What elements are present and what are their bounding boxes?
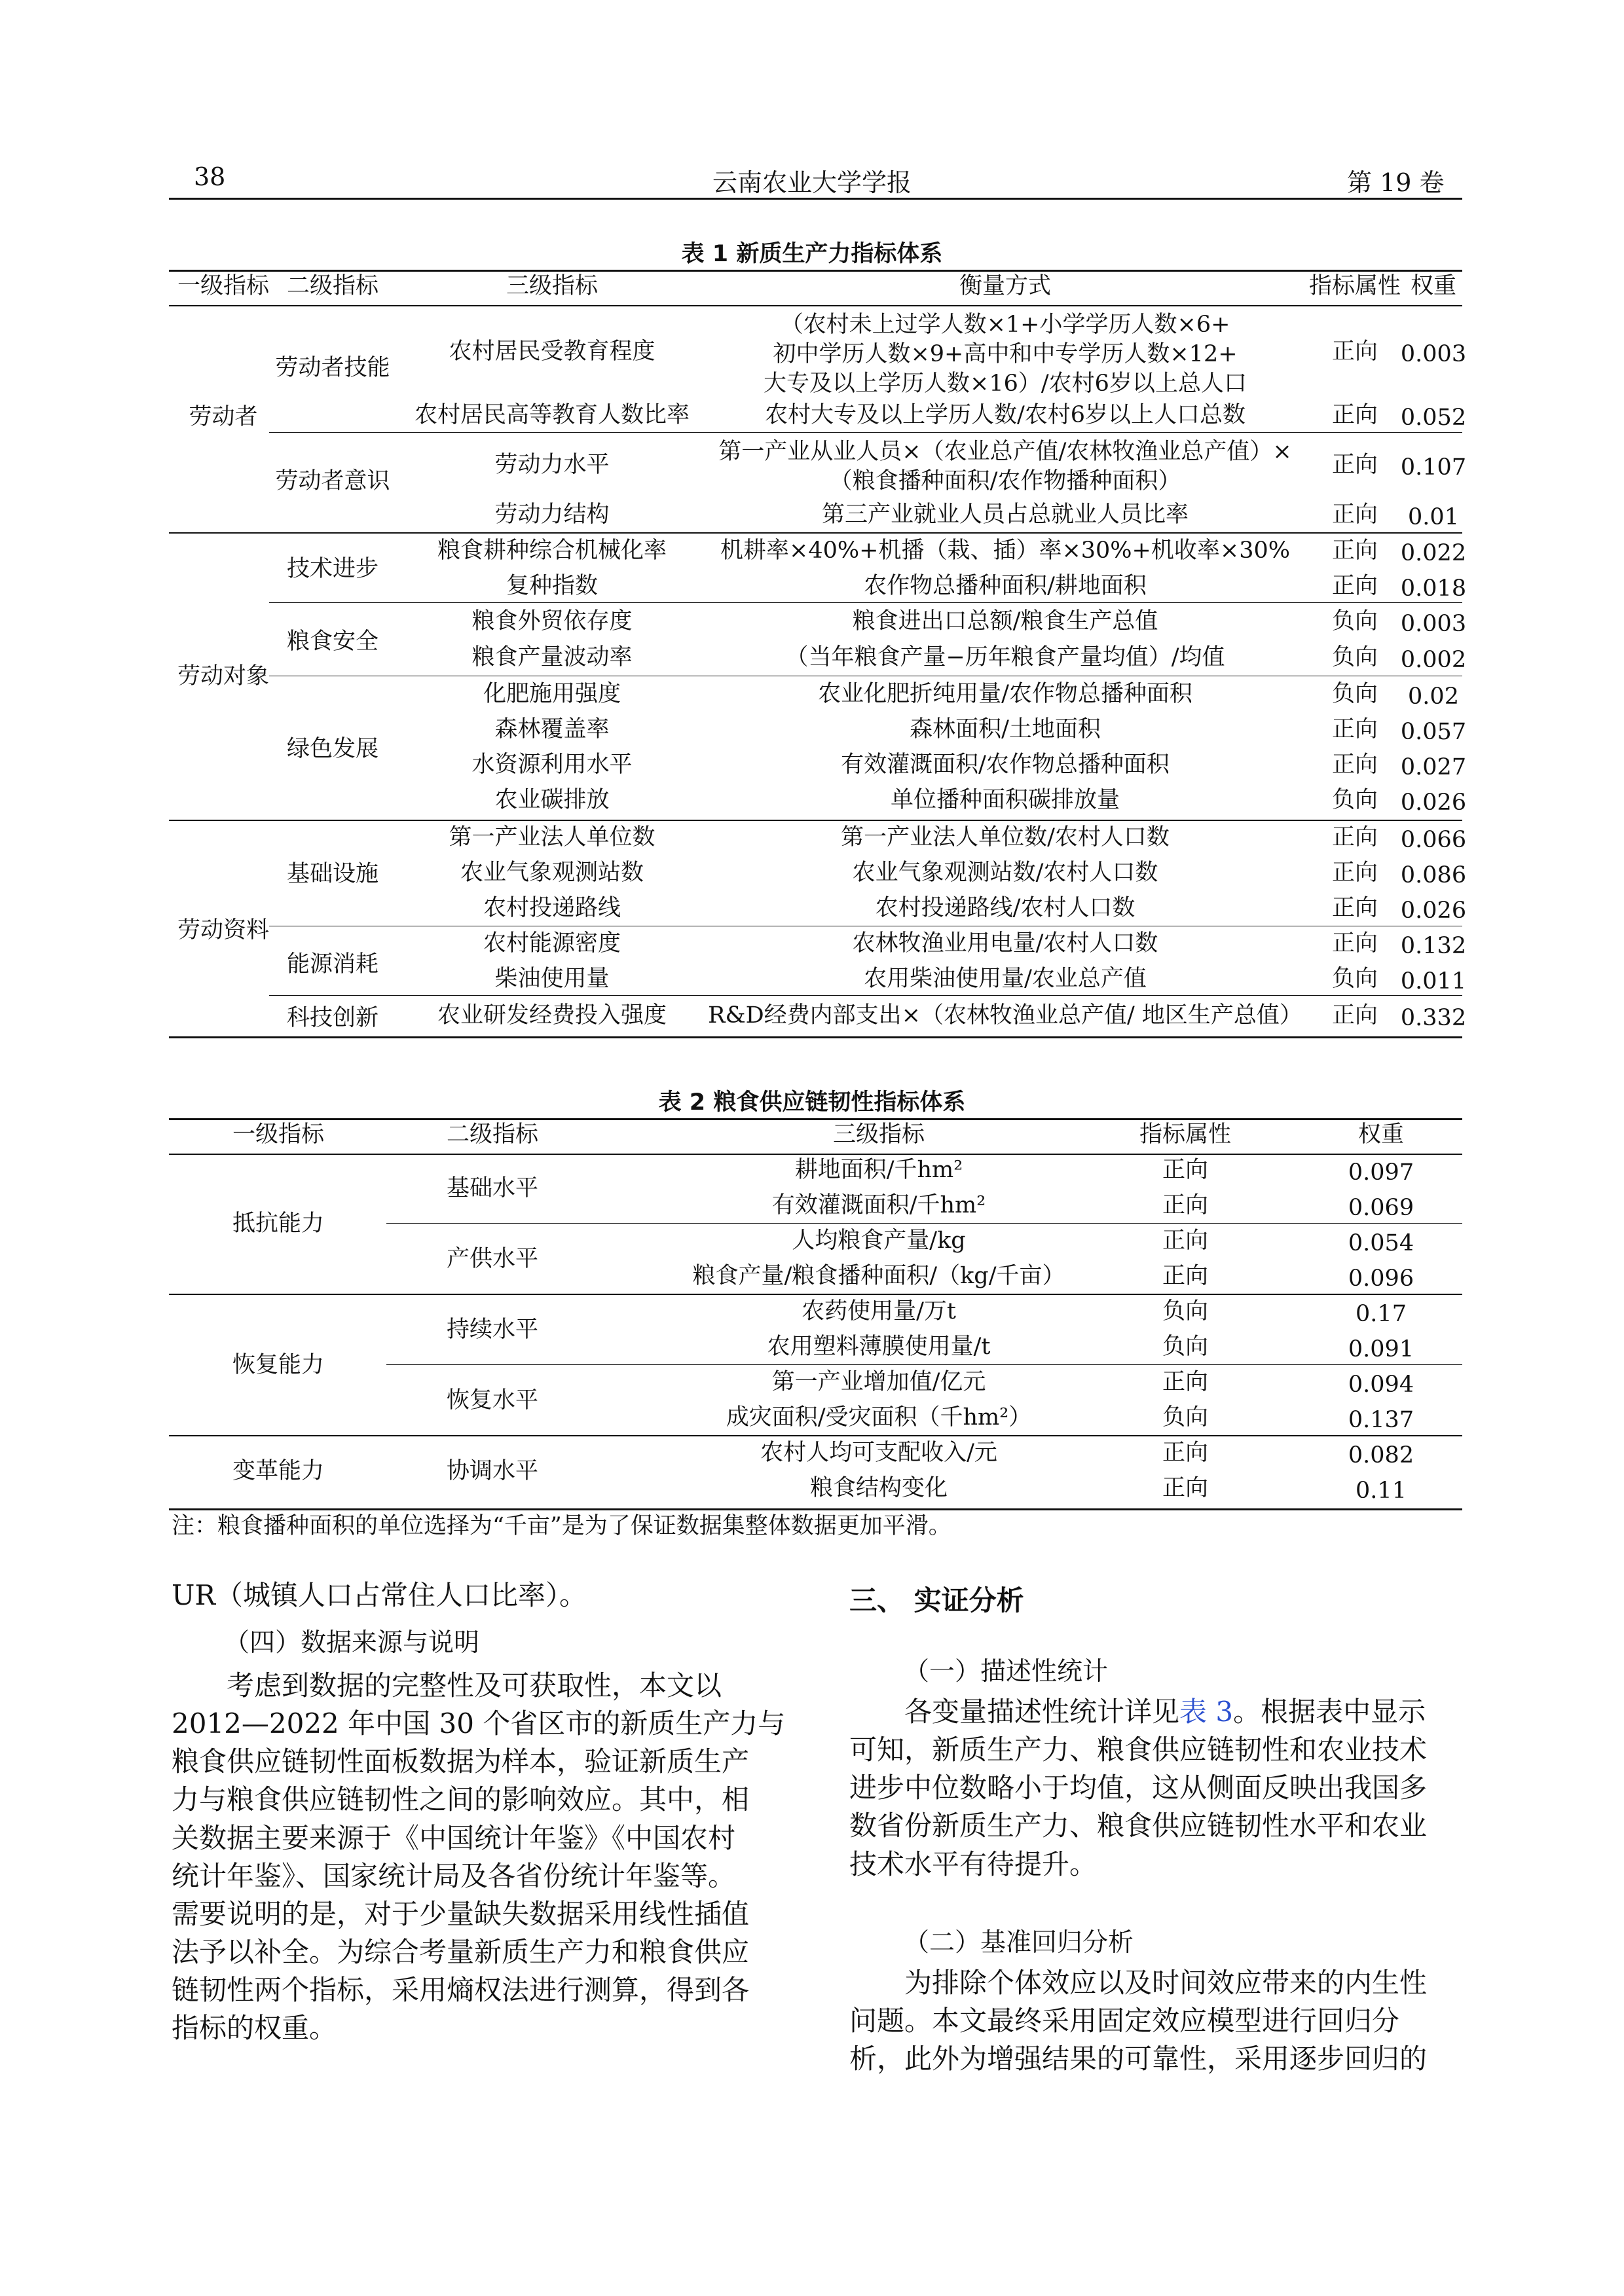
t2-level3-cell: 农药使用量/万t	[802, 1298, 956, 1324]
text-line: 考虑到数据的完整性及可获取性，本文以	[227, 1669, 722, 1702]
section-heading: 三、 实证分析	[849, 1584, 1024, 1616]
t1-level2-cell: 能源消耗	[286, 951, 379, 977]
t2-weight-cell: 0.094	[1348, 1372, 1414, 1398]
text-line: 法予以补全。为综合考量新质生产力和粮食供应	[172, 1936, 750, 1969]
text-line: 为排除个体效应以及时间效应带来的内生性	[904, 1967, 1428, 1999]
text-line: 指标的权重。	[172, 2012, 337, 2045]
t2-subgroup-rule	[386, 1364, 1462, 1365]
t1-weight-cell: 0.003	[1400, 611, 1467, 637]
t1-method-cell: 农业化肥折纯用量/农作物总播种面积	[818, 681, 1192, 707]
t1-method-line: 第一产业从业人员×（农业总产值/农林牧渔业总产值）×	[718, 439, 1292, 465]
text-line: 力与粮食供应链韧性之间的影响效应。其中，相	[172, 1783, 750, 1816]
t1-level1-cell: 劳动资料	[177, 917, 270, 943]
t2-level3-cell: 成灾面积/受灾面积（千hm²）	[726, 1404, 1032, 1430]
t2-level3-cell: 农用塑料薄膜使用量/t	[767, 1334, 991, 1360]
t2-level2-cell: 基础水平	[446, 1175, 539, 1201]
t1-method-cell: 机耕率×40%+机播（栽、插）率×30%+机收率×30%	[720, 538, 1291, 564]
t1-attr-cell: 正向	[1331, 824, 1378, 850]
t2-level3-cell: 有效灌溉面积/千hm²	[771, 1192, 986, 1218]
text-line: 问题。本文最终采用固定效应模型进行回归分	[849, 2005, 1400, 2037]
t1-weight-cell: 0.027	[1400, 754, 1467, 780]
journal-title: 云南农业大学学报	[712, 168, 912, 197]
t1-header-weight: 权重	[1410, 273, 1457, 299]
t1-weight-cell: 0.066	[1400, 827, 1467, 853]
page-number: 38	[194, 162, 226, 191]
t2-weight-cell: 0.054	[1348, 1230, 1414, 1256]
t1-weight-cell: 0.011	[1400, 968, 1467, 994]
t2-attr-cell: 负向	[1162, 1404, 1209, 1430]
t1-level3-cell: 劳动力结构	[494, 501, 610, 528]
t2-weight-cell: 0.069	[1348, 1195, 1414, 1221]
text-line: 进步中位数略小于均值，这从侧面反映出我国多	[849, 1772, 1428, 1804]
table1-bottom-rule	[169, 1036, 1462, 1038]
t1-weight-cell: 0.332	[1400, 1005, 1467, 1031]
t2-header-weight: 权重	[1357, 1121, 1405, 1148]
t2-weight-cell: 0.097	[1348, 1159, 1414, 1186]
t1-attr-cell: 负向	[1331, 966, 1378, 992]
t2-attr-cell: 正向	[1162, 1192, 1209, 1218]
t1-level3-cell: 复种指数	[506, 573, 599, 599]
text-line: 需要说明的是，对于少量缺失数据采用线性插值	[172, 1897, 750, 1930]
t1-method-cell: 农作物总播种面积/耕地面积	[864, 573, 1147, 599]
t1-level3-cell: 农业气象观测站数	[460, 860, 644, 886]
text-line: 2012—2022 年中国 30 个省区市的新质生产力与	[172, 1707, 786, 1740]
t1-weight-cell: 0.026	[1400, 898, 1467, 924]
t1-attr-cell: 正向	[1331, 895, 1378, 921]
t2-weight-cell: 0.096	[1348, 1266, 1414, 1292]
t2-level3-cell: 人均粮食产量/kg	[792, 1228, 966, 1254]
t1-level3-cell: 第一产业法人单位数	[449, 824, 655, 850]
text-line: 数省份新质生产力、粮食供应链韧性水平和农业	[849, 1810, 1428, 1842]
text-span: 各变量描述性统计详见	[904, 1696, 1180, 1728]
t2-level3-cell: 粮食产量/粮食播种面积/（kg/千亩）	[692, 1263, 1065, 1289]
t2-attr-cell: 正向	[1162, 1157, 1209, 1183]
t1-method-cell: 第一产业法人单位数/农村人口数	[841, 824, 1170, 850]
right-paragraph-1	[849, 1693, 1478, 1884]
t1-attr-cell: 正向	[1331, 402, 1378, 428]
t1-weight-cell: 0.003	[1400, 341, 1467, 367]
t2-level1-cell: 变革能力	[232, 1458, 325, 1484]
t1-attr-cell: 正向	[1331, 338, 1378, 365]
t2-level3-cell: 粮食结构变化	[809, 1475, 948, 1501]
t1-attr-cell: 负向	[1331, 681, 1378, 707]
t1-weight-cell: 0.022	[1400, 540, 1467, 566]
header-rule	[169, 198, 1462, 200]
t2-subgroup-rule	[386, 1223, 1462, 1224]
t2-header-level1: 一级指标	[232, 1121, 325, 1148]
text-line: 链韧性两个指标，采用熵权法进行测算，得到各	[172, 1974, 750, 2007]
t2-header-level2: 二级指标	[446, 1121, 539, 1148]
t1-attr-cell: 负向	[1331, 608, 1378, 634]
t1-header-level3: 三级指标	[506, 273, 599, 299]
t2-level3-cell: 耕地面积/千hm²	[794, 1157, 963, 1183]
t1-level1-cell: 劳动对象	[177, 663, 270, 689]
table2-bottom-rule	[169, 1508, 1462, 1510]
t1-method-cell: （当年粮食产量−历年粮食产量均值）/均值	[785, 644, 1225, 670]
t1-weight-cell: 0.002	[1400, 647, 1467, 673]
t2-level2-cell: 产供水平	[446, 1246, 539, 1272]
t1-level3-cell: 农业碳排放	[494, 787, 610, 813]
t2-attr-cell: 正向	[1162, 1475, 1209, 1501]
t2-level1-cell: 恢复能力	[232, 1352, 325, 1378]
t2-attr-cell: 负向	[1162, 1334, 1209, 1360]
t1-subgroup-rule	[269, 432, 1462, 433]
t2-weight-cell: 0.17	[1356, 1301, 1407, 1327]
t1-method-line: （粮食播种面积/农作物播种面积）	[829, 467, 1181, 494]
t1-attr-cell: 正向	[1331, 860, 1378, 886]
t1-level3-cell: 粮食产量波动率	[471, 644, 633, 670]
t1-method-cell: 单位播种面积碳排放量	[890, 787, 1120, 813]
t1-level2-cell: 基础设施	[286, 861, 379, 887]
t1-level2-cell: 绿色发展	[286, 736, 379, 762]
t1-attr-cell: 负向	[1331, 787, 1378, 813]
t1-level3-cell: 森林覆盖率	[494, 716, 610, 742]
t1-level3-cell: 农村居民受教育程度	[449, 338, 655, 365]
t1-level3-cell: 水资源利用水平	[471, 752, 633, 778]
right-paragraph-2	[849, 1964, 1478, 2078]
t1-level2-cell: 劳动者技能	[275, 355, 390, 381]
left-first-line: UR（城镇人口占常住人口比率）。	[172, 1579, 587, 1611]
t2-group-rule	[169, 1435, 1462, 1436]
t1-method-cell: R&D经费内部支出×（农林牧渔业总产值/ 地区生产总值）	[708, 1002, 1302, 1029]
t2-header-level3: 三级指标	[832, 1121, 925, 1148]
t2-weight-cell: 0.11	[1356, 1478, 1407, 1504]
t1-subgroup-rule	[269, 602, 1462, 603]
left-paragraph	[172, 1667, 800, 2048]
t1-level3-cell: 化肥施用强度	[483, 681, 621, 707]
t1-level1-cell: 劳动者	[189, 404, 258, 430]
t2-attr-cell: 正向	[1162, 1369, 1209, 1395]
t1-method-cell: 农林牧渔业用电量/农村人口数	[852, 930, 1158, 957]
t1-method-cell: 第三产业就业人员占总就业人员比率	[821, 501, 1189, 528]
text-line: 关数据主要来源于《中国统计年鉴》《中国农村	[172, 1821, 736, 1854]
t1-attr-cell: 正向	[1331, 716, 1378, 742]
t2-level3-cell: 第一产业增加值/亿元	[771, 1369, 986, 1395]
t1-weight-cell: 0.052	[1400, 405, 1467, 431]
t1-level3-cell: 劳动力水平	[494, 452, 610, 478]
t1-method-cell: 森林面积/土地面积	[910, 716, 1101, 742]
t2-level2-cell: 持续水平	[446, 1317, 539, 1343]
text-line	[849, 1693, 1478, 1731]
t2-weight-cell: 0.082	[1348, 1442, 1414, 1468]
t2-attr-cell: 正向	[1162, 1263, 1209, 1289]
t1-level3-cell: 柴油使用量	[494, 966, 610, 992]
t1-attr-cell: 负向	[1331, 644, 1378, 670]
t1-method-line: 大专及以上学历人数×16）/农村6岁以上总人口	[764, 370, 1247, 397]
t2-level1-cell: 抵抗能力	[232, 1211, 325, 1237]
t2-header-attr: 指标属性	[1139, 1121, 1232, 1148]
t1-method-cell: 有效灌溉面积/农作物总播种面积	[841, 752, 1170, 778]
t1-weight-cell: 0.026	[1400, 790, 1467, 816]
subheading-descriptive: （一）描述性统计	[904, 1657, 1109, 1686]
t2-group-rule	[169, 1294, 1462, 1295]
table2-note: 注：粮食播种面积的单位选择为“千亩”是为了保证数据集整体数据更加平滑。	[172, 1513, 951, 1539]
t1-subgroup-rule	[269, 995, 1462, 996]
t2-attr-cell: 负向	[1162, 1298, 1209, 1324]
t1-weight-cell: 0.02	[1408, 683, 1459, 710]
table1-caption: 表 1 新质生产力指标体系	[681, 241, 943, 267]
t1-weight-cell: 0.107	[1400, 454, 1467, 481]
t1-method-line: 初中学历人数×9+高中和中专学历人数×12+	[773, 340, 1238, 367]
t1-weight-cell: 0.086	[1400, 862, 1467, 888]
table3-link[interactable]: 表 3	[1179, 1696, 1234, 1728]
t1-attr-cell: 正向	[1331, 1002, 1378, 1029]
t1-attr-cell: 正向	[1331, 573, 1378, 599]
t1-level2-cell: 技术进步	[286, 556, 379, 582]
t2-weight-cell: 0.137	[1348, 1407, 1414, 1433]
t1-header-level1: 一级指标	[177, 273, 270, 299]
t1-weight-cell: 0.132	[1400, 933, 1467, 959]
t1-header-attr: 指标属性	[1308, 273, 1401, 299]
t2-weight-cell: 0.091	[1348, 1336, 1414, 1362]
t1-attr-cell: 正向	[1331, 452, 1378, 478]
t1-method-cell	[718, 437, 1291, 496]
text-line: 析，此外为增强结果的可靠性，采用逐步回归的	[849, 2043, 1428, 2075]
left-subheading: （四）数据来源与说明	[224, 1628, 480, 1658]
t2-level2-cell: 协调水平	[446, 1458, 539, 1484]
subheading-regression: （二）基准回归分析	[904, 1928, 1134, 1958]
t1-method-cell: 农村投递路线/农村人口数	[875, 895, 1135, 921]
table2-caption: 表 2 粮食供应链韧性指标体系	[658, 1089, 966, 1116]
t1-level3-cell: 粮食耕种综合机械化率	[437, 538, 667, 564]
t1-method-cell: 农业气象观测站数/农村人口数	[852, 860, 1158, 886]
text-line: 技术水平有待提升。	[849, 1848, 1098, 1880]
table2-header-rule	[169, 1154, 1462, 1155]
text-line: 统计年鉴》、国家统计局及各省份统计年鉴等。	[172, 1859, 736, 1892]
text-line: 粮食供应链韧性面板数据为样本，验证新质生产	[172, 1745, 750, 1778]
t2-attr-cell: 正向	[1162, 1440, 1209, 1466]
t1-attr-cell: 正向	[1331, 501, 1378, 528]
table1-header-rule	[169, 305, 1462, 306]
t1-level2-cell: 劳动者意识	[275, 468, 390, 494]
t1-attr-cell: 正向	[1331, 752, 1378, 778]
t2-level3-cell: 农村人均可支配收入/元	[760, 1440, 997, 1466]
t1-level2-cell: 科技创新	[286, 1005, 379, 1031]
t1-level3-cell: 粮食外贸依存度	[471, 608, 633, 634]
t1-level3-cell: 农村居民高等教育人数比率	[414, 402, 690, 428]
t1-weight-cell: 0.01	[1408, 504, 1459, 530]
t1-weight-cell: 0.018	[1400, 575, 1467, 602]
t1-level3-cell: 农业研发经费投入强度	[437, 1002, 667, 1029]
t1-method-cell	[764, 310, 1247, 398]
t1-method-cell: 农用柴油使用量/农业总产值	[864, 966, 1147, 992]
table1-top-rule	[169, 270, 1462, 272]
t1-method-cell: 粮食进出口总额/粮食生产总值	[852, 608, 1158, 634]
t1-header-method: 衡量方式	[959, 273, 1052, 299]
t1-attr-cell: 正向	[1331, 930, 1378, 957]
text-line: 可知，新质生产力、粮食供应链韧性和农业技术	[849, 1734, 1428, 1766]
table2-top-rule	[169, 1118, 1462, 1120]
t1-group-rule	[169, 532, 1462, 534]
t1-group-rule	[169, 820, 1462, 821]
t1-attr-cell: 正向	[1331, 538, 1378, 564]
t1-method-line: （农村未上过学人数×1+小学学历人数×6+	[780, 312, 1230, 338]
t1-level2-cell: 粮食安全	[286, 629, 379, 655]
t1-header-level2: 二级指标	[286, 273, 379, 299]
t1-weight-cell: 0.057	[1400, 719, 1467, 745]
volume-label: 第 19 卷	[1347, 168, 1445, 197]
text-span: 。根据表中显示	[1233, 1696, 1426, 1728]
t1-level3-cell: 农村投递路线	[483, 895, 621, 921]
t2-level2-cell: 恢复水平	[446, 1387, 539, 1413]
t2-attr-cell: 正向	[1162, 1228, 1209, 1254]
t1-level3-cell: 农村能源密度	[483, 930, 621, 957]
t1-method-cell: 农村大专及以上学历人数/农村6岁以上人口总数	[764, 402, 1246, 428]
